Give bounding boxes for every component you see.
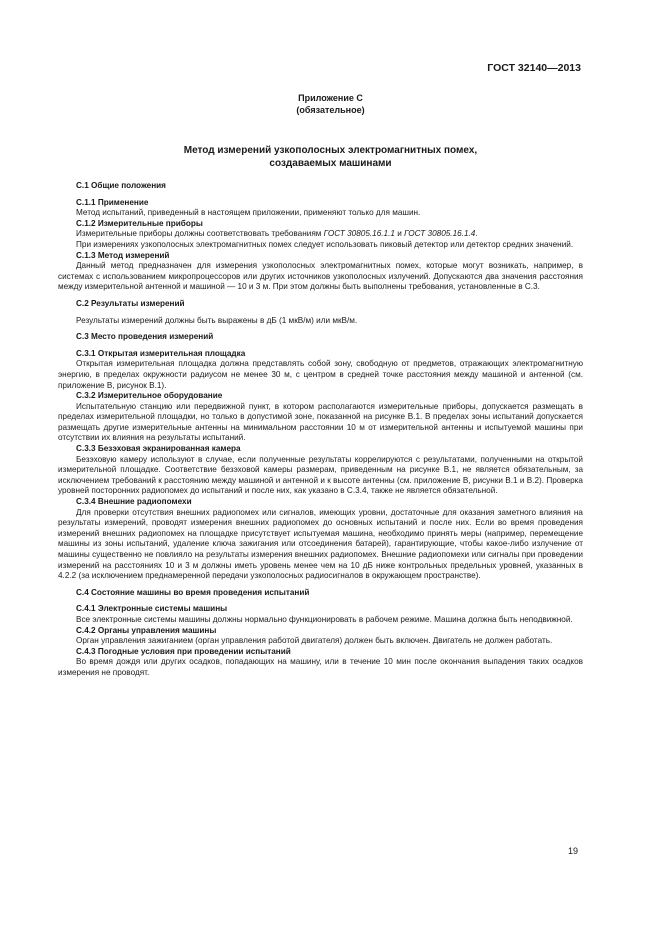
standard-number: ГОСТ 32140—2013 <box>487 62 581 74</box>
paragraph: Метод испытаний, приведенный в настоящем приложении, применяют только для машин. <box>76 208 421 218</box>
method-title-line1: Метод измерений узкополосных электромагнитных помех, <box>183 145 478 156</box>
subsection-heading: С.4.1 Электронные системы машины <box>76 604 228 614</box>
paragraph: Орган управления зажиганием (орган управления работой двигателя) должен быть включен. Двигатель не должен работать. <box>76 636 553 646</box>
subsection-heading: С.4.2 Органы управления машины <box>76 625 217 635</box>
paragraph: Во время дождя или других осадков, попадающих на машину, или в течение 10 мин после окончания выпадения таких осадков измерения не проводят. <box>58 657 583 677</box>
appendix-status: (обязательное) <box>296 105 365 115</box>
subsection-heading: С.3.1 Открытая измерительная площадка <box>76 348 246 358</box>
subsection-heading: С.4.3 Погодные условия при проведении испытаний <box>76 646 291 656</box>
paragraph: Все электронные системы машины должны нормально функционировать в рабочем режиме. Машина должна быть неподвижной. <box>76 614 573 624</box>
subsection-heading: С.3.3 Безэховая экранированная камера <box>76 444 241 454</box>
subsection-heading: С.1.2 Измерительные приборы <box>76 218 203 228</box>
method-title-line2: создаваемых машинами <box>269 158 392 169</box>
paragraph: Данный метод предназначен для измерения узкополосных электромагнитных помех, которые могут возникать, например, в системах с использованием микропроцессоров или других источников узкополосных излучений. Допускаются два значения расстояния между измерительной антенной и машиной — 10 и 3 м. При этом должны быть выполнены требования, установленные в С.3. <box>58 261 583 292</box>
subsection-heading: С.3.2 Измерительное оборудование <box>76 391 223 401</box>
subsection-heading: С.1.1 Применение <box>76 197 149 207</box>
paragraph: Испытательную станцию или передвижной пункт, в котором располагаются измерительные приборы, допускается размещать в пределах измерительной площадки, но только в допустимой зоне, показанной на рисунке В.1. В пределах зоны испытаний допускается размещать другие измерительные антенны на минимальном расстоянии 10 м от измерительной антенны и испытуемой машины при отсутствии их влияния на результаты испытаний. <box>58 401 583 443</box>
section-heading: С.1 Общие положения <box>76 181 166 190</box>
appendix-title: Приложение С <box>298 93 363 103</box>
page-number: 19 <box>567 846 578 856</box>
paragraph: Открытая измерительная площадка должна представлять собой зону, свободную от предметов, отражающих электромагнитную энергию, в пределах окружности радиусом не менее 30 м, с центром в средней точке расстояния между машиной и антенной (см. приложение В, рисунок В.1). <box>58 359 583 390</box>
subsection-heading: С.3.4 Внешние радиопомехи <box>76 497 192 507</box>
paragraph: Измерительные приборы должны соответствовать требованиям ГОСТ 30805.16.1.1 и ГОСТ 30805.16.1.4. <box>76 229 478 239</box>
document-body <box>58 181 583 679</box>
paragraph: Безэховую камеру используют в случае, если полученные результаты коррелируются с результатами, полученными на открытой измерительной площадке. Соответствие безэховой камеры размерам, приведенным на рисунке В.1, не является обязательным, за исключением требований к расстоянию между машиной и антенной и к высоте антенны (см. приложение В, рисунки В.1 и В.2). Проверка уровней посторонних радиопомех до испытаний и после них, как указано в С.3.4, также не является обязательной. <box>58 454 583 496</box>
subsection-heading: С.1.3 Метод измерений <box>76 250 170 260</box>
paragraph: Для проверки отсутствия внешних радиопомех или сигналов, имеющих уровни, достаточные для оказания заметного влияния на результаты измерений, проводят измерения внешних радиопомех до основных испытаний и после них. Если во время проведения измерений внешних радиопомех на площадке присутствует испытуемая машина, необходимо принять меры (например, перемещение машины из зоны испытаний, удаление ключа зажигания или отсоединения батарей), гарантирующие, чтобы какое-либо излучение от машины существенно не повлияло на результаты измерения внешних радиопомех. Внешние радиопомехи или сигналы при проведении измерений на расстояниях 10 и 3 м должны иметь уровень менее чем на 10 дБ ниже контрольных предельных уровней, указанных в 4.2.2 (за исключением преднамеренной передачи узкополосных радиосигналов в окружающем пространстве). <box>58 507 583 581</box>
section-heading: С.2 Результаты измерений <box>76 298 185 308</box>
standard-reference: ГОСТ 30805.16.1.4 <box>404 229 476 239</box>
section-heading: С.3 Место проведения измерений <box>76 332 214 342</box>
paragraph: При измерениях узкополосных электромагнитных помех следует использовать пиковый детектор или детектор средних значений. <box>76 239 574 249</box>
section-heading: С.4 Состояние машины во время проведения испытаний <box>76 587 310 597</box>
paragraph: Результаты измерений должны быть выражены в дБ (1 мкВ/м) или мкВ/м. <box>76 315 358 325</box>
standard-reference: ГОСТ 30805.16.1.1 <box>323 229 395 239</box>
method-title <box>0 144 661 170</box>
appendix-heading <box>0 92 661 116</box>
